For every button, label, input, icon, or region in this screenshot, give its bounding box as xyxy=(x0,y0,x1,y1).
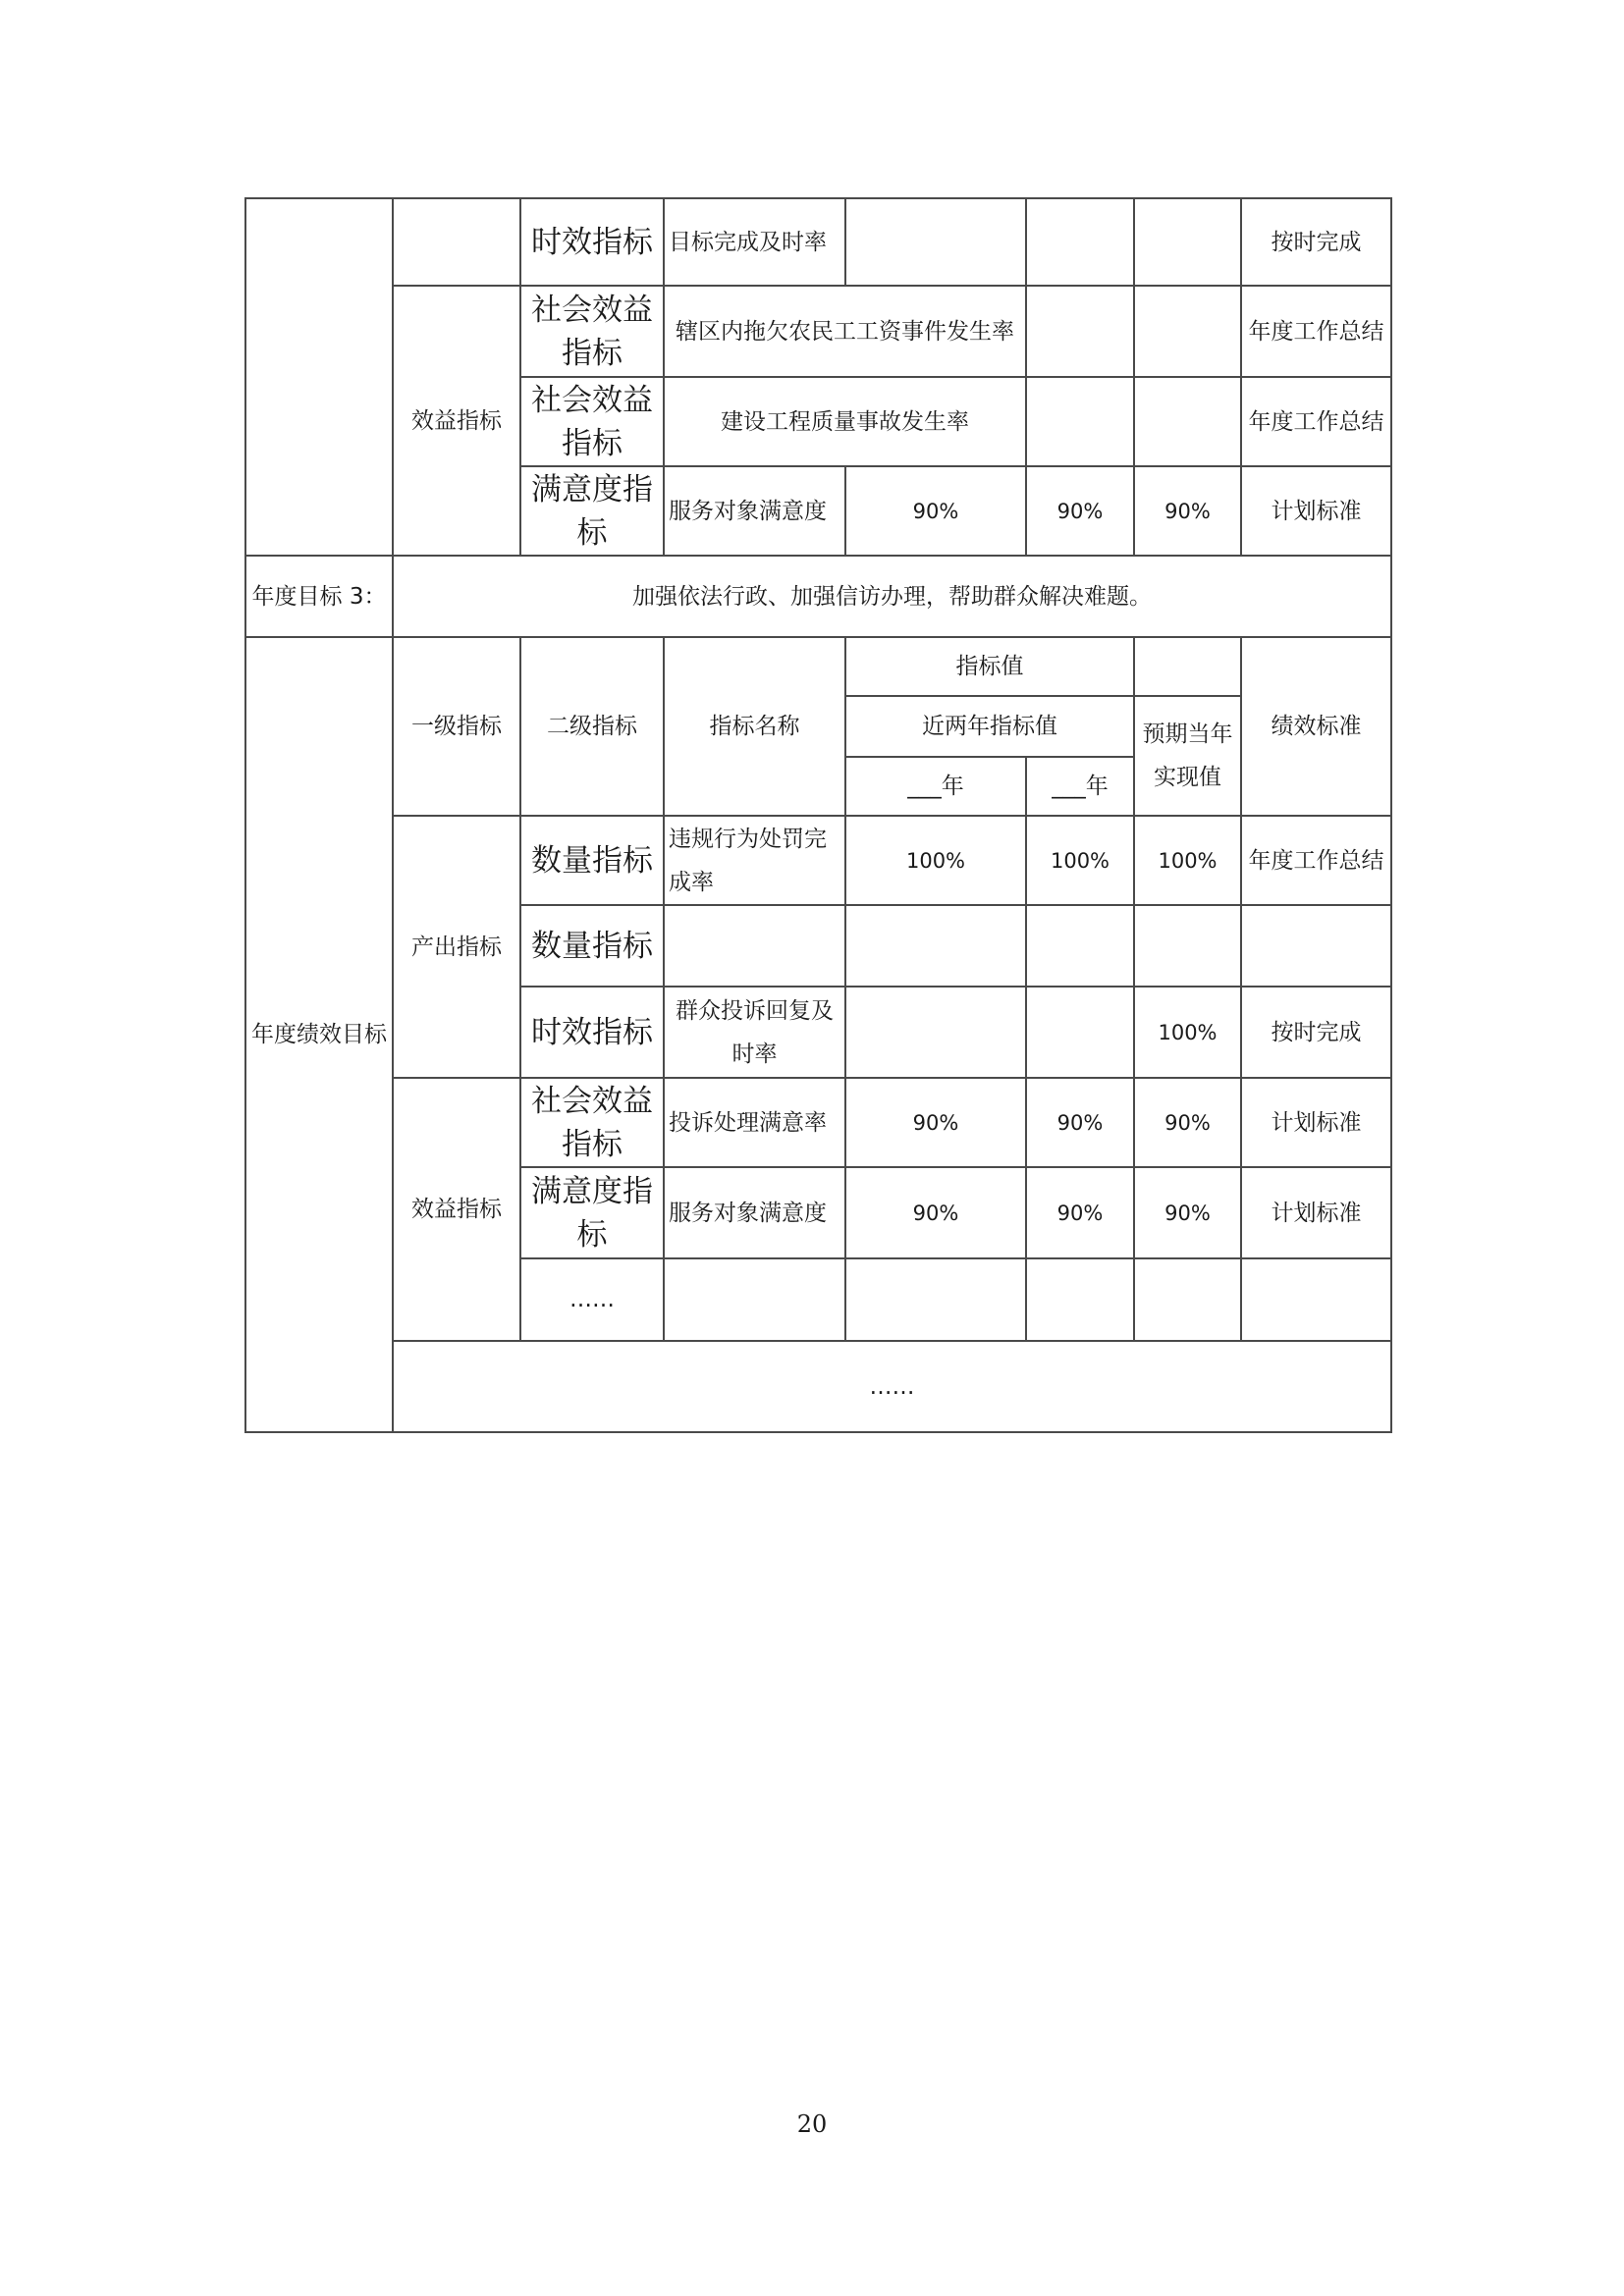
secondary-indicator: 社会效益指标 xyxy=(520,286,664,377)
header-primary: 一级指标 xyxy=(393,637,520,816)
secondary-indicator: …… xyxy=(520,1258,664,1341)
performance-standard: 按时完成 xyxy=(1241,987,1391,1078)
indicator-name: 建设工程质量事故发生率 xyxy=(664,377,1026,466)
header-standard: 绩效标准 xyxy=(1241,637,1391,816)
value-year2 xyxy=(1026,905,1134,987)
expected-value: 100% xyxy=(1134,987,1241,1078)
secondary-indicator: 数量指标 xyxy=(520,905,664,987)
value-year1 xyxy=(845,1258,1026,1341)
indicator-name: 目标完成及时率 xyxy=(664,198,845,286)
header-row xyxy=(245,637,1391,696)
value-year1: 100% xyxy=(845,816,1026,905)
value-year1 xyxy=(845,905,1026,987)
header-year2: ___年 xyxy=(1026,757,1134,816)
secondary-indicator: 满意度指标 xyxy=(520,1167,664,1258)
section-label-empty xyxy=(245,198,393,556)
value-year2: 90% xyxy=(1026,466,1134,556)
value-year1 xyxy=(845,198,1026,286)
header-year1: ___年 xyxy=(845,757,1026,816)
primary-indicator: 效益指标 xyxy=(393,1078,520,1341)
expected-value xyxy=(1134,1258,1241,1341)
value-year1: 90% xyxy=(845,1078,1026,1167)
primary-indicator: 效益指标 xyxy=(393,286,520,556)
header-recent: 近两年指标值 xyxy=(845,696,1134,757)
expected-value xyxy=(1134,198,1241,286)
expected-value: 90% xyxy=(1134,1078,1241,1167)
expected-value xyxy=(1134,286,1241,377)
expected-value: 100% xyxy=(1134,816,1241,905)
value-year2 xyxy=(1026,377,1134,466)
secondary-indicator: 社会效益指标 xyxy=(520,377,664,466)
expected-value: 90% xyxy=(1134,1167,1241,1258)
header-expected: 预期当年实现值 xyxy=(1134,696,1241,816)
indicator-name: 群众投诉回复及时率 xyxy=(664,987,845,1078)
primary-indicator: 产出指标 xyxy=(393,816,520,1078)
header-value-group: 指标值 xyxy=(845,637,1134,696)
page-number: 20 xyxy=(796,2110,828,2138)
performance-table xyxy=(244,197,1392,1433)
performance-standard xyxy=(1241,1258,1391,1341)
value-year2 xyxy=(1026,198,1134,286)
footer-row xyxy=(245,1341,1391,1432)
secondary-indicator: 时效指标 xyxy=(520,198,664,286)
secondary-indicator: 社会效益指标 xyxy=(520,1078,664,1167)
value-year2 xyxy=(1026,987,1134,1078)
expected-value: 90% xyxy=(1134,466,1241,556)
indicator-name: 违规行为处罚完成率 xyxy=(664,816,845,905)
performance-standard: 计划标准 xyxy=(1241,1078,1391,1167)
value-year1 xyxy=(845,987,1026,1078)
goal-text: 加强依法行政、加强信访办理，帮助群众解决难题。 xyxy=(393,556,1391,637)
footer-ellipsis: …… xyxy=(393,1341,1391,1432)
indicator-name: 投诉处理满意率 xyxy=(664,1078,845,1167)
value-year1: 90% xyxy=(845,466,1026,556)
performance-standard: 年度工作总结 xyxy=(1241,286,1391,377)
goal-label: 年度目标 3： xyxy=(245,556,393,637)
value-year2: 100% xyxy=(1026,816,1134,905)
table-row xyxy=(245,816,1391,905)
performance-standard: 按时完成 xyxy=(1241,198,1391,286)
indicator-name: 服务对象满意度 xyxy=(664,1167,845,1258)
value-year2 xyxy=(1026,1258,1134,1341)
table-row xyxy=(245,1078,1391,1167)
table-row xyxy=(245,286,1391,377)
expected-value xyxy=(1134,905,1241,987)
section-label: 年度绩效目标 xyxy=(245,637,393,1432)
indicator-name xyxy=(664,905,845,987)
value-year2: 90% xyxy=(1026,1078,1134,1167)
primary-indicator-empty xyxy=(393,198,520,286)
value-year1: 90% xyxy=(845,1167,1026,1258)
value-year2: 90% xyxy=(1026,1167,1134,1258)
performance-standard: 计划标准 xyxy=(1241,466,1391,556)
expected-value xyxy=(1134,377,1241,466)
secondary-indicator: 满意度指标 xyxy=(520,466,664,556)
indicator-name: 服务对象满意度 xyxy=(664,466,845,556)
header-empty xyxy=(1134,637,1241,696)
secondary-indicator: 数量指标 xyxy=(520,816,664,905)
performance-standard: 年度工作总结 xyxy=(1241,816,1391,905)
performance-standard: 计划标准 xyxy=(1241,1167,1391,1258)
value-year2 xyxy=(1026,286,1134,377)
header-name: 指标名称 xyxy=(664,637,845,816)
secondary-indicator: 时效指标 xyxy=(520,987,664,1078)
indicator-name: 辖区内拖欠农民工工资事件发生率 xyxy=(664,286,1026,377)
indicator-name xyxy=(664,1258,845,1341)
header-secondary: 二级指标 xyxy=(520,637,664,816)
goal-row xyxy=(245,556,1391,637)
performance-standard: 年度工作总结 xyxy=(1241,377,1391,466)
table-row xyxy=(245,198,1391,286)
performance-standard xyxy=(1241,905,1391,987)
